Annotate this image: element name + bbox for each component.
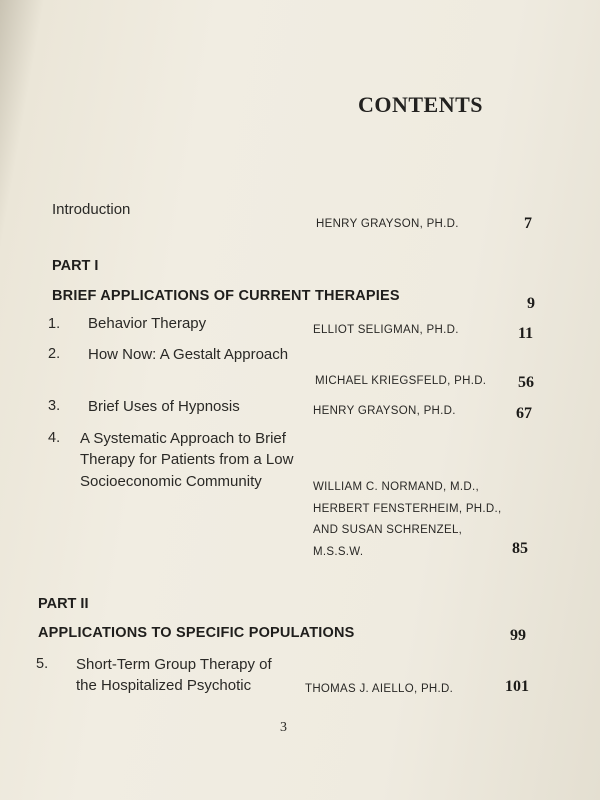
part2-label: PART II — [38, 596, 89, 612]
chapter-2-author: MICHAEL KRIEGSFELD, PH.D. — [315, 375, 487, 387]
chapter-3-author: HENRY GRAYSON, PH.D. — [313, 405, 456, 417]
footer-page-number: 3 — [280, 720, 287, 735]
chapter-1-page: 11 — [518, 325, 534, 342]
chapter-3-title: Brief Uses of Hypnosis — [88, 398, 240, 415]
chapter-4-page: 85 — [512, 540, 528, 557]
part1-label: PART I — [52, 258, 99, 274]
chapter-1-author: ELLIOT SELIGMAN, PH.D. — [313, 324, 459, 336]
chapter-4-author-line-1: WILLIAM C. NORMAND, M.D., — [313, 481, 479, 493]
chapter-4-title-line-1: A Systematic Approach to Brief — [80, 430, 286, 447]
part2-page: 99 — [510, 627, 526, 644]
part1-title: BRIEF APPLICATIONS OF CURRENT THERAPIES — [52, 288, 400, 304]
chapter-5-page: 101 — [505, 678, 529, 695]
chapter-1-number: 1. — [48, 316, 61, 332]
part2-title: APPLICATIONS TO SPECIFIC POPULATIONS — [38, 625, 355, 641]
introduction-author: HENRY GRAYSON, PH.D. — [316, 218, 459, 230]
part1-page: 9 — [527, 295, 535, 312]
chapter-5-author: THOMAS J. AIELLO, PH.D. — [305, 683, 454, 695]
chapter-4-author-line-2: HERBERT FENSTERHEIM, PH.D., — [313, 503, 502, 515]
chapter-5-title-line-1: Short-Term Group Therapy of — [76, 656, 272, 673]
chapter-5-title-line-2: the Hospitalized Psychotic — [76, 677, 252, 694]
chapter-5-number: 5. — [36, 656, 49, 672]
chapter-2-title: How Now: A Gestalt Approach — [88, 346, 289, 363]
introduction-title: Introduction — [52, 201, 131, 218]
chapter-3-page: 67 — [516, 405, 532, 422]
chapter-4-author-line-4: M.S.S.W. — [313, 546, 364, 558]
chapter-4-title-line-3: Socioeconomic Community — [80, 473, 262, 490]
chapter-2-number: 2. — [48, 346, 61, 362]
introduction-page: 7 — [524, 215, 532, 232]
chapter-3-number: 3. — [48, 398, 61, 414]
chapter-4-title-line-2: Therapy for Patients from a Low — [80, 451, 294, 468]
chapter-4-author-line-3: AND SUSAN SCHRENZEL, — [313, 524, 463, 536]
chapter-4-number: 4. — [48, 430, 61, 446]
chapter-1-title: Behavior Therapy — [88, 315, 207, 332]
chapter-2-page: 56 — [518, 374, 534, 391]
page-title: CONTENTS — [358, 92, 484, 117]
